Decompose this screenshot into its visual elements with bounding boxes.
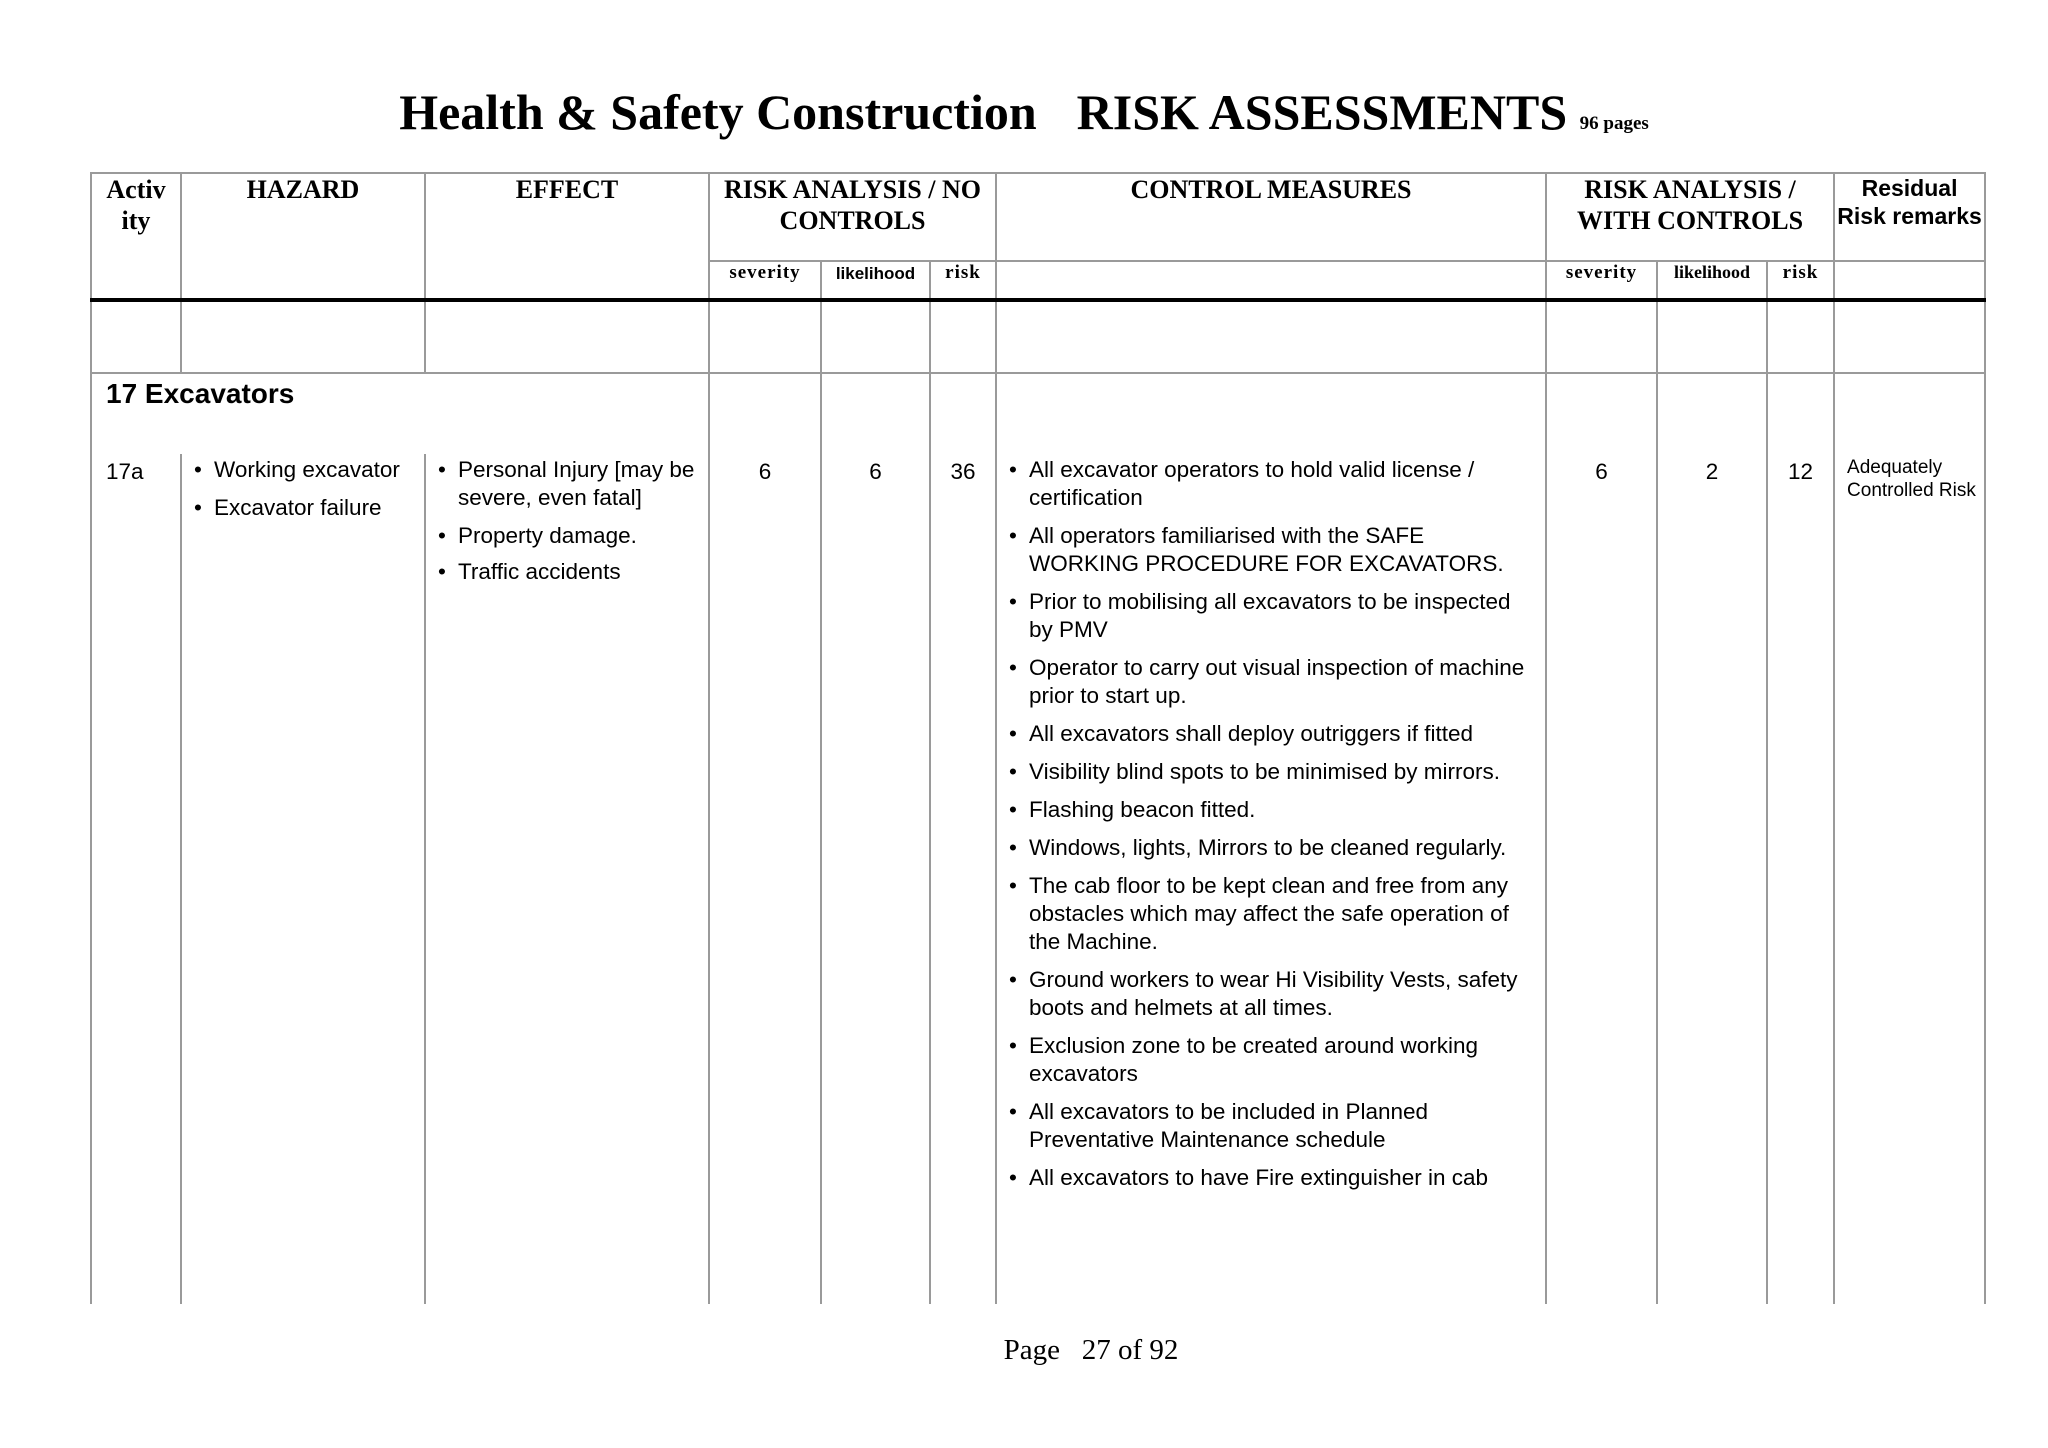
list-item: • Flashing beacon fitted. (1009, 796, 1539, 824)
col-risk-with-controls-header: RISK ANALYSIS / WITH CONTROLS (1546, 173, 1834, 261)
list-item: • Operator to carry out visual inspection of machine prior to start up. (1009, 654, 1539, 710)
col-effect-header: EFFECT (425, 173, 709, 300)
likelihood-value-with-controls: 2 (1705, 459, 1719, 484)
list-item: • All operators familiarised with the SAFE WORKING PROCEDURE FOR EXCAVATORS. (1009, 522, 1539, 578)
list-item: • Prior to mobilising all excavators to be inspected by PMV (1009, 588, 1539, 644)
title-sub: RISK ASSESSMENTS (1076, 84, 1568, 140)
list-item: • Excavator failure (194, 494, 418, 522)
likelihood-value: 6 (869, 459, 882, 484)
subheader-likelihood-2: likelihood (1657, 261, 1767, 300)
list-item: • All excavators shall deploy outriggers if fitted (1009, 720, 1539, 748)
effect-list (426, 456, 708, 586)
subheader-risk-2: risk (1767, 261, 1834, 300)
col-residual-header: Residual Risk remarks (1834, 173, 1985, 261)
residual-remarks: Adequately Controlled Risk (1847, 457, 1976, 501)
list-item: • Working excavator (194, 456, 418, 484)
list-item: • Ground workers to wear Hi Visibility Vests, safety boots and helmets at all times. (1009, 966, 1539, 1022)
list-item: • Exclusion zone to be created around working excavators (1009, 1032, 1539, 1088)
risk-value: 36 (950, 459, 976, 484)
list-item: • All excavators to be included in Planned Preventative Maintenance schedule (1009, 1098, 1539, 1154)
list-item: • Windows, lights, Mirrors to be cleaned regularly. (1009, 834, 1539, 862)
subheader-likelihood: likelihood (821, 261, 930, 300)
hazard-list (182, 456, 424, 522)
section-row (91, 373, 1985, 454)
col-risk-no-controls-header: RISK ANALYSIS / NO CONTROLS (709, 173, 996, 261)
col-activity-header: Activ ity (91, 173, 181, 300)
list-item: • The cab floor to be kept clean and free from any obstacles which may affect the safe operation of the Machine. (1009, 872, 1539, 956)
risk-value-with-controls: 12 (1788, 459, 1814, 484)
subheader-severity-2: severity (1546, 261, 1657, 300)
severity-value: 6 (758, 459, 772, 484)
subheader-severity: severity (709, 261, 821, 300)
col-hazard-header: HAZARD (181, 173, 425, 300)
page-label: Page (1003, 1334, 1060, 1366)
subheader-control-blank (996, 261, 1546, 300)
col-control-measures-header: CONTROL MEASURES (996, 173, 1546, 261)
list-item: • All excavator operators to hold valid license / certification (1009, 456, 1539, 512)
list-item: • All excavators to have Fire extinguisher in cab (1009, 1164, 1539, 1192)
page-number: 27 of 92 (1081, 1334, 1179, 1366)
control-measures-list (997, 456, 1545, 1192)
title-main: Health & Safety Construction (399, 84, 1037, 140)
table-row-empty (91, 300, 1985, 373)
severity-value-with-controls: 6 (1595, 459, 1608, 484)
subheader-risk: risk (930, 261, 996, 300)
title-pages: 96 pages (1579, 113, 1649, 134)
document-title (0, 82, 2048, 154)
page-footer (0, 1334, 2048, 1367)
list-item: • Personal Injury [may be severe, even fatal] (438, 456, 702, 512)
list-item: • Traffic accidents (438, 558, 702, 586)
section-title: 17 Excavators (106, 378, 295, 409)
list-item: • Visibility blind spots to be minimised by mirrors. (1009, 758, 1539, 786)
activity-id: 17a (106, 459, 144, 484)
subheader-residual-blank (1834, 261, 1985, 300)
risk-assessment-table (90, 172, 1986, 1304)
table-row (91, 454, 1985, 1304)
list-item: • Property damage. (438, 522, 702, 550)
